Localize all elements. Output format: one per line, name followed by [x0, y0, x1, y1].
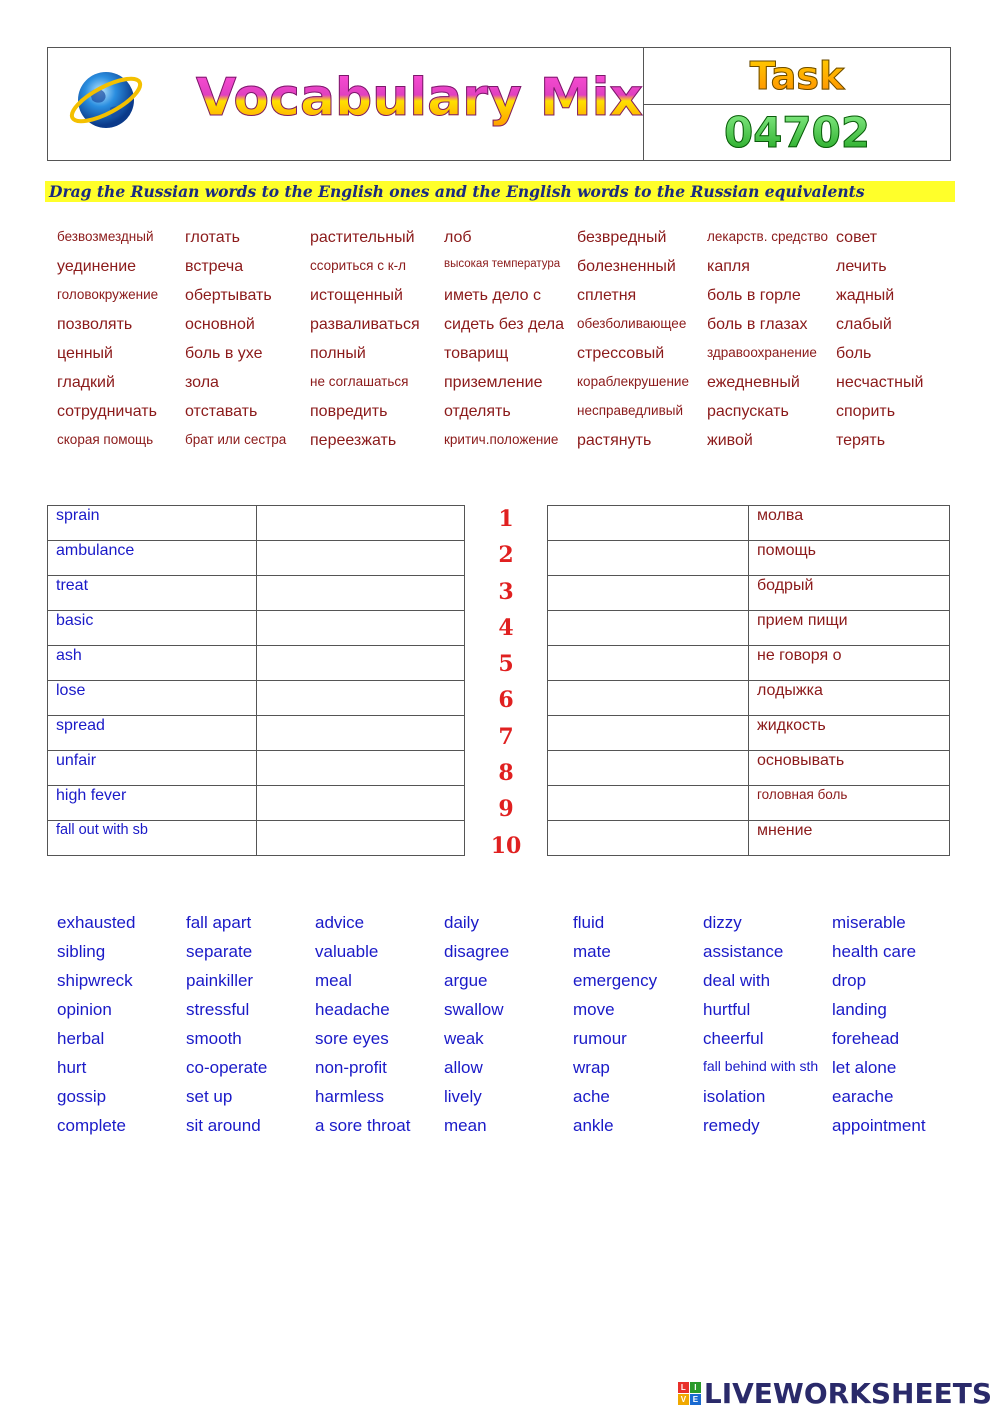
english-word-tile[interactable]: rumour	[573, 1029, 627, 1048]
russian-word-tile[interactable]: боль	[836, 345, 872, 362]
table-row	[548, 541, 950, 576]
answer-drop-zone[interactable]	[548, 611, 749, 646]
globe-icon	[66, 64, 146, 134]
answer-drop-zone[interactable]	[548, 646, 749, 681]
russian-word-tile[interactable]: отделять	[444, 403, 511, 420]
table-row	[48, 646, 465, 681]
row-number: 2	[498, 542, 514, 569]
english-word-tile[interactable]: set up	[186, 1087, 233, 1106]
english-word-tile[interactable]: fall apart	[186, 913, 252, 932]
russian-word-tile[interactable]: терять	[836, 432, 886, 449]
english-word-tile[interactable]: fall behind with sth	[703, 1058, 819, 1074]
table-row	[48, 821, 465, 856]
russian-word-tile[interactable]: брат или сестра	[185, 432, 287, 447]
answer-drop-zone[interactable]	[548, 786, 749, 821]
answer-drop-zone[interactable]	[548, 541, 749, 576]
answer-drop-zone[interactable]	[548, 751, 749, 786]
russian-word-tile[interactable]: позволять	[57, 316, 133, 333]
russian-word-tile[interactable]: ценный	[57, 345, 113, 362]
russian-word-tile[interactable]: жадный	[836, 287, 895, 304]
english-prompt-cell: lose	[48, 681, 257, 716]
header-box	[47, 47, 951, 161]
russian-word-tile[interactable]: спорить	[836, 403, 896, 420]
english-word-tile[interactable]: earache	[832, 1087, 894, 1106]
english-word-tile[interactable]: sit around	[186, 1116, 261, 1135]
row-numbers	[476, 504, 536, 867]
russian-word-tile[interactable]: боль в глазах	[707, 316, 808, 333]
english-word-tile[interactable]: assistance	[703, 942, 784, 961]
table-row	[48, 541, 465, 576]
table-row	[48, 786, 465, 821]
english-word-tile[interactable]: shipwreck	[57, 971, 133, 990]
answer-drop-zone[interactable]	[548, 716, 749, 751]
logo-squares-icon	[678, 1382, 701, 1405]
russian-word-tile[interactable]: гладкий	[57, 374, 115, 391]
logo-text: LIVEWORKSHEETS	[703, 1376, 992, 1410]
logo-square: I	[690, 1382, 701, 1393]
russian-word-tile[interactable]: не соглашаться	[310, 374, 409, 389]
english-word-tile[interactable]: forehead	[832, 1029, 900, 1048]
russian-word-tile[interactable]: безвредный	[577, 229, 667, 246]
russian-word-tile[interactable]: кораблекрушение	[577, 374, 689, 389]
english-word-tile[interactable]: isolation	[703, 1087, 766, 1106]
russian-word-tile[interactable]: несчастный	[836, 374, 924, 391]
english-word-tile[interactable]: gossip	[57, 1087, 107, 1106]
english-word-tile[interactable]: miserable	[832, 913, 906, 932]
english-word-tile[interactable]: deal with	[703, 971, 771, 990]
header-title-cell	[48, 48, 644, 160]
english-word-tile[interactable]: appointment	[832, 1116, 926, 1135]
english-word-tile[interactable]: complete	[57, 1116, 126, 1135]
russian-word-tile[interactable]: полный	[310, 345, 366, 362]
english-word-tile[interactable]: weak	[444, 1029, 484, 1048]
english-word-tile[interactable]: harmless	[315, 1087, 384, 1106]
russian-word-tile[interactable]: истощенный	[310, 287, 403, 304]
answer-drop-zone[interactable]	[257, 576, 465, 611]
russian-word-tile[interactable]: лоб	[444, 229, 472, 246]
answer-drop-zone[interactable]	[257, 751, 465, 786]
english-word-tile[interactable]: wrap	[573, 1058, 610, 1077]
russian-word-tile[interactable]: лечить	[836, 258, 887, 275]
english-word-tile[interactable]: fluid	[573, 913, 605, 932]
russian-to-english-table	[547, 505, 950, 856]
russian-word-tile[interactable]: живой	[707, 432, 753, 449]
russian-word-tile[interactable]: критич.положение	[444, 432, 559, 447]
russian-prompt-cell: не говоря о	[749, 646, 950, 681]
russian-word-tile[interactable]: повредить	[310, 403, 388, 420]
table-row	[548, 576, 950, 611]
logo-square: E	[690, 1394, 701, 1405]
english-word-tile[interactable]: landing	[832, 1000, 887, 1019]
english-word-tile[interactable]: hurtful	[703, 1000, 751, 1019]
row-number: 5	[498, 651, 514, 678]
header-task-area	[644, 48, 950, 160]
russian-word-tile[interactable]: сплетня	[577, 287, 637, 304]
russian-word-tile[interactable]: обезболивающее	[577, 316, 687, 331]
russian-word-tile[interactable]: встреча	[185, 258, 244, 275]
answer-drop-zone[interactable]	[257, 646, 465, 681]
english-word-tile[interactable]: remedy	[703, 1116, 760, 1135]
answer-drop-zone[interactable]	[257, 611, 465, 646]
russian-prompt-cell: головная боль	[749, 786, 950, 821]
russian-word-tile[interactable]: обертывать	[185, 287, 272, 304]
english-word-tile[interactable]: ankle	[573, 1116, 614, 1135]
row-number: 9	[498, 796, 514, 823]
english-word-tile[interactable]: hurt	[57, 1058, 87, 1077]
russian-word-tile[interactable]: капля	[707, 258, 750, 275]
table-row	[48, 611, 465, 646]
english-prompt-cell: fall out with sb	[48, 821, 257, 856]
russian-word-tile[interactable]: здравоохранение	[707, 345, 817, 360]
russian-word-tile[interactable]: растительный	[310, 229, 415, 246]
table-row	[548, 821, 950, 856]
task-label-cell	[644, 48, 950, 105]
english-prompt-cell: spread	[48, 716, 257, 751]
russian-word-tile[interactable]: головокружение	[57, 287, 159, 302]
english-prompt-cell: sprain	[48, 506, 257, 541]
russian-word-tile[interactable]: стрессовый	[577, 345, 665, 362]
answer-drop-zone[interactable]	[257, 681, 465, 716]
table-row	[48, 506, 465, 541]
russian-prompt-cell: лодыжка	[749, 681, 950, 716]
english-word-tile[interactable]: sibling	[57, 942, 106, 961]
russian-word-tile[interactable]: зола	[185, 374, 219, 391]
english-word-tile[interactable]: advice	[315, 913, 365, 932]
english-word-tile[interactable]: meal	[315, 971, 352, 990]
answer-drop-zone[interactable]	[548, 576, 749, 611]
russian-word-tile[interactable]: приземление	[444, 374, 543, 391]
english-word-tile[interactable]: smooth	[186, 1029, 242, 1048]
table-row	[548, 646, 950, 681]
russian-word-tile[interactable]: основной	[185, 316, 255, 333]
english-word-tile[interactable]: drop	[832, 971, 867, 990]
russian-prompt-cell: помощь	[749, 541, 950, 576]
row-number: 4	[498, 614, 514, 641]
answer-drop-zone[interactable]	[548, 506, 749, 541]
english-word-tile[interactable]: argue	[444, 971, 488, 990]
english-word-tile[interactable]: exhausted	[57, 913, 136, 932]
english-word-tile[interactable]: co-operate	[186, 1058, 268, 1077]
russian-word-tile[interactable]: боль в ухе	[185, 345, 263, 362]
russian-word-tile[interactable]: растянуть	[577, 432, 652, 449]
english-word-tile[interactable]: non-profit	[315, 1058, 387, 1077]
russian-word-tile[interactable]: совет	[836, 229, 878, 246]
russian-prompt-cell: бодрый	[749, 576, 950, 611]
english-word-tile[interactable]: painkiller	[186, 971, 254, 990]
english-prompt-cell: unfair	[48, 751, 257, 786]
english-word-tile[interactable]: sore eyes	[315, 1029, 389, 1048]
russian-word-tile[interactable]: скорая помощь	[57, 432, 154, 447]
russian-word-tile[interactable]: слабый	[836, 316, 892, 333]
russian-prompt-cell: мнение	[749, 821, 950, 856]
table-row	[548, 611, 950, 646]
row-number: 6	[498, 687, 514, 714]
answer-drop-zone[interactable]	[257, 786, 465, 821]
russian-word-tile[interactable]: ежедневный	[707, 374, 800, 391]
english-word-tile[interactable]: let alone	[832, 1058, 897, 1077]
english-word-tile[interactable]: swallow	[444, 1000, 504, 1019]
liveworksheets-logo	[678, 1376, 992, 1410]
table-row	[48, 576, 465, 611]
english-prompt-cell: basic	[48, 611, 257, 646]
russian-prompt-cell: прием пищи	[749, 611, 950, 646]
russian-word-tile[interactable]: боль в горле	[707, 287, 801, 304]
table-row	[548, 716, 950, 751]
answer-drop-zone[interactable]	[257, 716, 465, 751]
answer-drop-zone[interactable]	[257, 506, 465, 541]
row-number: 10	[490, 832, 522, 859]
english-to-russian-table	[47, 505, 465, 856]
english-word-tile[interactable]: cheerful	[703, 1029, 764, 1048]
row-number: 1	[498, 506, 514, 532]
task-number: 04702	[723, 107, 871, 157]
russian-word-tile[interactable]: товарищ	[444, 345, 509, 362]
page-title: Vocabulary Mix	[196, 68, 643, 128]
russian-prompt-cell: молва	[749, 506, 950, 541]
english-word-tile[interactable]: dizzy	[703, 913, 742, 932]
russian-prompt-cell: жидкость	[749, 716, 950, 751]
english-prompt-cell: treat	[48, 576, 257, 611]
table-row	[548, 751, 950, 786]
russian-word-tile[interactable]: высокая температура	[444, 258, 561, 270]
answer-drop-zone[interactable]	[548, 821, 749, 856]
english-word-tile[interactable]: separate	[186, 942, 253, 961]
english-word-tile[interactable]: opinion	[57, 1000, 112, 1019]
english-prompt-cell: high fever	[48, 786, 257, 821]
russian-word-tile[interactable]: ссориться с к-л	[310, 258, 407, 273]
row-number: 7	[498, 723, 514, 750]
russian-word-tile[interactable]: отставать	[185, 403, 258, 420]
table-row	[548, 681, 950, 716]
english-word-tile[interactable]: ache	[573, 1087, 610, 1106]
russian-word-tile[interactable]: сотрудничать	[57, 403, 157, 420]
task-label: Task	[749, 53, 845, 98]
instruction-banner: Drag the Russian words to the English ones and the English words to the Russian equivalents	[45, 181, 955, 202]
row-number: 3	[498, 578, 514, 605]
russian-word-tile[interactable]: сидеть без дела	[444, 316, 564, 333]
table-row	[548, 786, 950, 821]
english-word-tile[interactable]: emergency	[573, 971, 658, 990]
english-prompt-cell: ash	[48, 646, 257, 681]
table-row	[48, 751, 465, 786]
russian-word-tile[interactable]: иметь дело с	[444, 287, 541, 304]
russian-prompt-cell: основывать	[749, 751, 950, 786]
russian-word-tile[interactable]: глотать	[185, 229, 240, 246]
english-prompt-cell: ambulance	[48, 541, 257, 576]
russian-word-tile[interactable]: уединение	[57, 258, 137, 275]
russian-word-tile[interactable]: распускать	[707, 403, 789, 420]
answer-drop-zone[interactable]	[257, 821, 465, 856]
russian-word-tile[interactable]: переезжать	[310, 432, 397, 449]
russian-word-tile[interactable]: несправедливый	[577, 403, 683, 418]
english-word-tile[interactable]: lively	[444, 1087, 482, 1106]
russian-word-tile[interactable]: безвозмездный	[57, 229, 154, 244]
russian-word-tile[interactable]: болезненный	[577, 258, 676, 275]
english-word-tile[interactable]: disagree	[444, 942, 510, 961]
english-word-tile[interactable]: allow	[444, 1058, 483, 1077]
russian-word-tile[interactable]: разваливаться	[310, 316, 420, 333]
english-word-tile[interactable]: headache	[315, 1000, 390, 1019]
english-word-tile[interactable]: valuable	[315, 942, 379, 961]
english-word-tile[interactable]: mean	[444, 1116, 487, 1135]
english-word-tile[interactable]: stressful	[186, 1000, 250, 1019]
logo-square: V	[678, 1394, 689, 1405]
english-word-tile[interactable]: a sore throat	[315, 1116, 411, 1135]
english-word-tile[interactable]: health care	[832, 942, 917, 961]
row-number: 8	[498, 760, 514, 787]
answer-drop-zone[interactable]	[548, 681, 749, 716]
table-row	[48, 716, 465, 751]
answer-drop-zone[interactable]	[257, 541, 465, 576]
english-word-tile[interactable]: daily	[444, 913, 479, 932]
logo-square: L	[678, 1382, 689, 1393]
table-row	[48, 681, 465, 716]
english-word-tile[interactable]: herbal	[57, 1029, 105, 1048]
english-word-tile[interactable]: mate	[573, 942, 611, 961]
table-row	[548, 506, 950, 541]
russian-word-tile[interactable]: лекарств. средство	[707, 229, 829, 244]
task-number-cell	[644, 105, 950, 161]
english-word-tile[interactable]: move	[573, 1000, 615, 1019]
